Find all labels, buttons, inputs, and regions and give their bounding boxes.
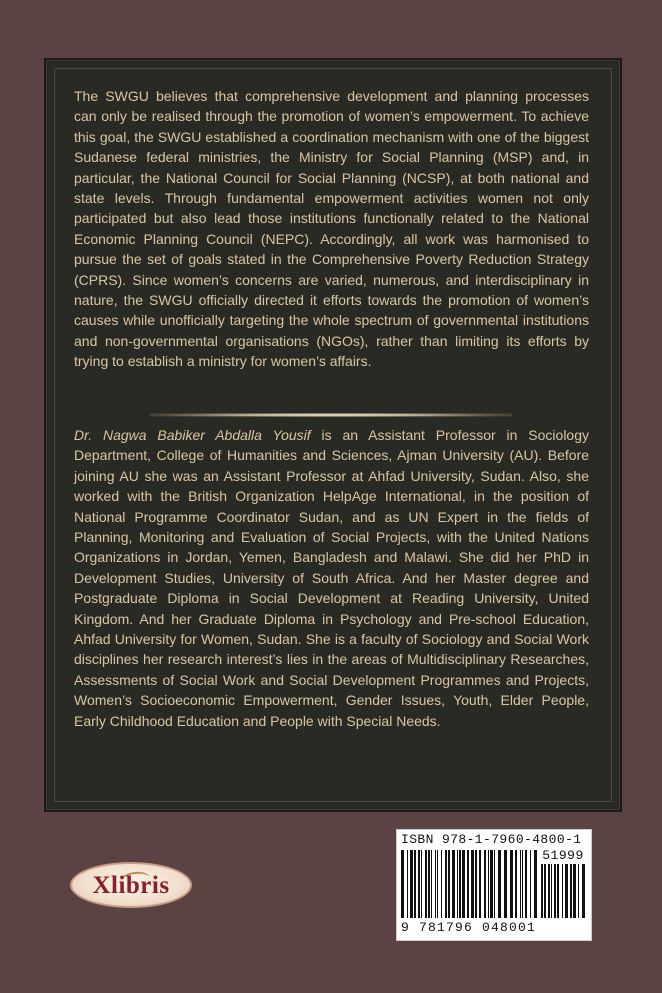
author-bio-paragraph	[74, 425, 589, 731]
isbn-barcode	[396, 829, 592, 941]
price-barcode-bars	[541, 864, 585, 918]
ean-digits: 9 781796 048001	[401, 920, 537, 935]
price-code: 51999	[542, 848, 584, 863]
logo-text: Xlibris	[92, 872, 170, 899]
divider-line	[150, 413, 512, 417]
ean-barcode-bars	[401, 850, 537, 918]
description-paragraph: The SWGU believes that comprehensive development and planning processes can only be realised through the promotion of women’s empowerment. To achieve this goal, the SWGU established a coordination mechanism with one of the biggest Sudanese federal ministries, the Ministry for Social Planning (MSP) and, in particular, the National Council for Social Planning (NCSP), at both national and state levels. Through fundamental empowerment activities women not only participated but also lead those institutions functionally related to the National Economic Planning Council (NEPC). Accordingly, all work was harmonised to pursue the set of goals stated in the Comprehensive Poverty Reduction Strategy (CPRS). Since women’s concerns are varied, numerous, and interdisciplinary in nature, the SWGU officially directed it efforts towards the promotion of women’s causes while unofficially targeting the whole spectrum of governmental institutions and non-governmental organisations (NGOs), rather than limiting its efforts by trying to establish a ministry for women’s affairs.	[74, 88, 589, 370]
xlibris-logo	[70, 862, 192, 908]
author-bio-text: is an Assistant Professor in Sociology Department, College of Humanities and Sciences, Ajman University (AU). Before joining AU she was an Assistant Professor at Ahfad University, Sudan. Also, she worked with the British Organization HelpAge International, in the position of National Programme Coordinator Sudan, and as UN Expert in the fields of Planning, Monitoring and Evaluation of Social Projects, with the United Nations Organizations in Jordan, Yemen, Bangladesh and Malawi. She did her PhD in Development Studies, University of South Africa. And her Master degree and Postgraduate Diploma in Social Development at Reading University, United Kingdom. And her Graduate Diploma in Psychology and Pre-school Education, Ahfad University for Women, Sudan. She is a faculty of Sociology and Social Work disciplines her research interest’s lies in the areas of Multidisciplinary Researches, Assessments of Social Work and Social Development Programmes and Projects, Women’s Socioeconomic Empowerment, Gender Issues, Youth, Elder People, Early Childhood Education and People with Special Needs.	[74, 427, 589, 729]
isbn-number: ISBN 978-1-7960-4800-1	[401, 832, 582, 847]
author-name: Dr. Nagwa Babiker Abdalla Yousif	[74, 427, 311, 443]
